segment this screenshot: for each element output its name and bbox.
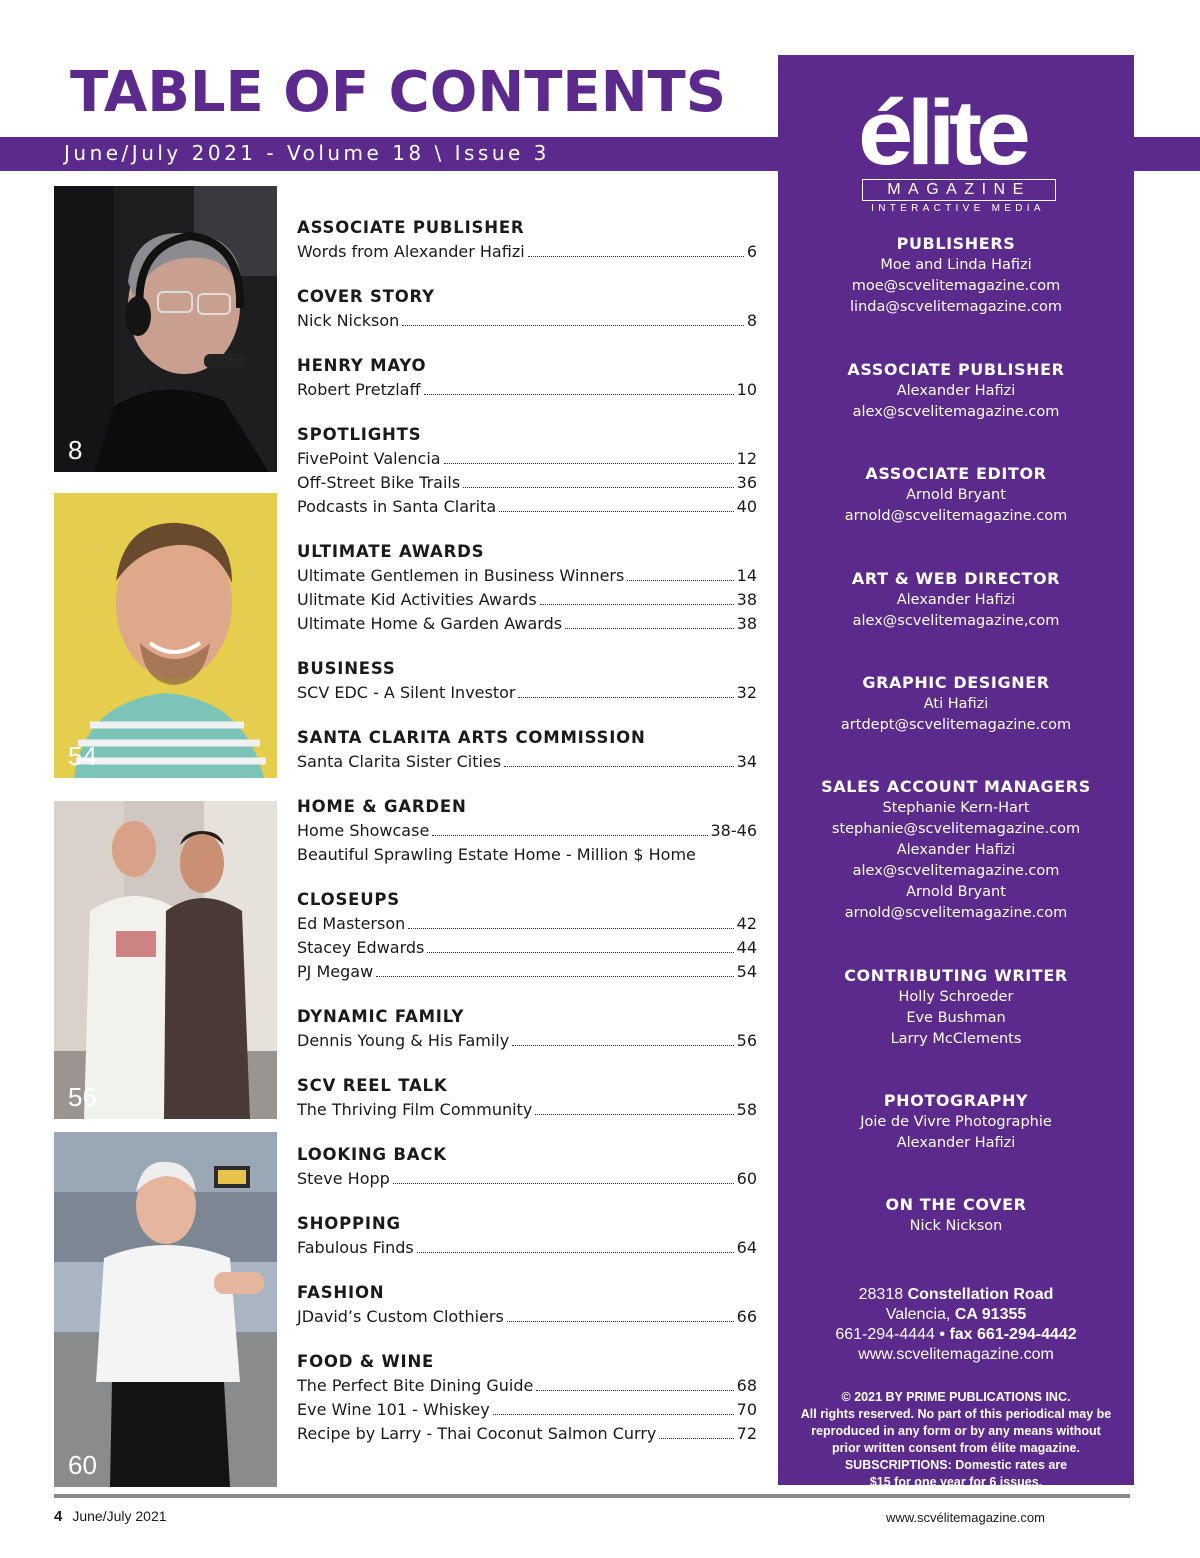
staff-email[interactable]: moe@scvelitemagazine.com	[851, 278, 1061, 294]
portrait-smiling-man-icon	[54, 493, 277, 778]
legal-notice	[778, 1389, 1134, 1491]
photo-page-number: 60	[68, 1450, 97, 1480]
dot-leader	[507, 1321, 734, 1322]
staff-email[interactable]: arnold@scvelitemagazine.com	[844, 508, 1068, 524]
staff-name: Alexander Hafizi	[896, 1135, 1016, 1151]
staff-name: Alexander Hafizi	[896, 842, 1016, 858]
fax: • fax 661-294-4442	[939, 1326, 1077, 1343]
toc-entry-title: Ultimate Home & Garden Awards	[297, 614, 563, 633]
toc-entry[interactable]	[297, 378, 757, 402]
toc-section-heading: HENRY MAYO	[297, 356, 427, 375]
toc-entry-page: 32	[736, 683, 757, 702]
toc-entry[interactable]	[297, 1398, 757, 1422]
toc-entry-title: Beautiful Sprawling Estate Home - Million $ Home	[297, 845, 696, 864]
toc-entry[interactable]	[297, 1098, 757, 1122]
toc-entry[interactable]	[297, 936, 757, 960]
dot-leader	[493, 1414, 734, 1415]
toc-entry[interactable]	[297, 588, 757, 612]
toc-section-heading: FOOD & WINE	[297, 1352, 435, 1371]
toc-section-heading: ASSOCIATE PUBLISHER	[297, 218, 525, 237]
toc-entry-page: 14	[736, 566, 757, 585]
legal-line: © 2021 BY PRIME PUBLICATIONS INC.	[841, 1390, 1071, 1404]
toc-entry-page: 40	[736, 497, 757, 516]
toc-entry-page: 44	[736, 938, 757, 957]
portrait-radio-announcer-icon	[54, 186, 277, 472]
dot-leader	[512, 1045, 733, 1046]
photo-page-number: 54	[68, 741, 97, 771]
footer-issue: June/July 2021	[72, 1508, 167, 1524]
toc-section-heading: CLOSEUPS	[297, 890, 400, 909]
logo-subtitle: INTERACTIVE MEDIA	[871, 203, 1045, 214]
dot-leader	[536, 1390, 733, 1391]
staff-role: ASSOCIATE PUBLISHER	[847, 360, 1065, 379]
staff-block	[778, 463, 1134, 527]
staff-email[interactable]: arnold@scvelitemagazine.com	[844, 905, 1068, 921]
toc-entry-page: 8	[746, 311, 757, 330]
toc-entry[interactable]	[297, 1029, 757, 1053]
toc-section	[297, 726, 757, 774]
toc-entry[interactable]	[297, 564, 757, 588]
toc-entry-title: Fabulous Finds	[297, 1238, 414, 1257]
toc-entry[interactable]	[297, 750, 757, 774]
toc-entry[interactable]	[297, 447, 757, 471]
toc-entry-title: Words from Alexander Hafizi	[297, 242, 525, 261]
toc-section	[297, 1281, 757, 1329]
toc-entry-title: SCV EDC - A Silent Investor	[297, 683, 516, 702]
legal-line: SUBSCRIPTIONS: Domestic rates are	[844, 1458, 1068, 1472]
staff-block	[778, 672, 1134, 736]
toc-entry-page: 54	[736, 962, 757, 981]
toc-entry-page: 58	[736, 1100, 757, 1119]
staff-name: Holly Schroeder	[898, 989, 1014, 1005]
toc-entry-page: 34	[736, 752, 757, 771]
toc-entry[interactable]	[297, 495, 757, 519]
photo-page-number: 8	[68, 435, 83, 465]
toc-section	[297, 216, 757, 264]
toc-entry-page: 60	[736, 1169, 757, 1188]
toc-section	[297, 1005, 757, 1053]
dot-leader	[402, 325, 744, 326]
staff-role: GRAPHIC DESIGNER	[862, 673, 1050, 692]
staff-role: ASSOCIATE EDITOR	[865, 464, 1047, 483]
staff-name: Joie de Vivre Photographie	[860, 1114, 1052, 1130]
toc-section	[297, 423, 757, 519]
toc-entry-page: 42	[736, 914, 757, 933]
logo-magazine: MAGAZINE	[862, 179, 1056, 201]
photo-two-men	[54, 801, 277, 1119]
staff-name: Ati Hafizi	[923, 696, 989, 712]
toc-entry-page: 10	[736, 380, 757, 399]
website: www.scvelitemagazine.com	[858, 1346, 1054, 1363]
staff-block	[778, 1194, 1134, 1237]
logo-word: élite	[858, 82, 1025, 184]
toc-entry[interactable]	[297, 1422, 757, 1446]
dot-leader	[393, 1183, 734, 1184]
dot-leader	[499, 511, 734, 512]
staff-role: ON THE COVER	[885, 1195, 1027, 1214]
toc-entry[interactable]	[297, 471, 757, 495]
legal-line: prior written consent from élite magazine.	[832, 1441, 1080, 1455]
toc-entry[interactable]	[297, 1374, 757, 1398]
legal-line: All rights reserved. No part of this periodical may be	[800, 1407, 1112, 1421]
staff-block	[778, 965, 1134, 1050]
city: Valencia,	[885, 1306, 951, 1323]
toc-entry-page: 64	[736, 1238, 757, 1257]
toc-section-heading: DYNAMIC FAMILY	[297, 1007, 465, 1026]
staff-email[interactable]: artdept@scvelitemagazine.com	[840, 717, 1072, 733]
toc-entry-title: Podcasts in Santa Clarita	[297, 497, 497, 516]
staff-role: PUBLISHERS	[896, 234, 1016, 253]
legal-line: $15 for one year for 6 issues.	[869, 1475, 1043, 1489]
toc-entry-title: PJ Megaw	[297, 962, 374, 981]
street: Constellation Road	[907, 1286, 1054, 1303]
staff-name: Alexander Hafizi	[896, 592, 1016, 608]
elite-magazine-logo	[778, 75, 1134, 220]
toc-entry-page: 68	[736, 1376, 757, 1395]
footer-rule	[54, 1494, 1130, 1498]
toc-section-heading: LOOKING BACK	[297, 1145, 447, 1164]
toc-entry[interactable]	[297, 612, 757, 636]
toc-entry-title: Recipe by Larry - Thai Coconut Salmon Curry	[297, 1424, 657, 1443]
toc-entry-title: Steve Hopp	[297, 1169, 390, 1188]
staff-name: Arnold Bryant	[906, 884, 1006, 900]
toc-section	[297, 1143, 757, 1191]
toc-entry-page: 38-46	[710, 821, 757, 840]
toc-entry-title: Robert Pretzlaff	[297, 380, 421, 399]
toc-section	[297, 657, 757, 705]
toc-entry-title: FivePoint Valencia	[297, 449, 441, 468]
staff-name: Alexander Hafizi	[896, 383, 1016, 399]
dot-leader	[417, 1252, 734, 1253]
toc-entry-page: 66	[736, 1307, 757, 1326]
toc-list	[297, 216, 757, 1467]
staff-name: Eve Bushman	[906, 1010, 1006, 1026]
dot-leader	[432, 835, 707, 836]
toc-entry-title: Ulitmate Kid Activities Awards	[297, 590, 537, 609]
toc-section	[297, 1350, 757, 1446]
toc-entry-page: 56	[736, 1031, 757, 1050]
page-number: 4	[54, 1508, 63, 1525]
staff-block	[778, 233, 1134, 318]
toc-entry[interactable]	[297, 912, 757, 936]
staff-email[interactable]: alex@scvelitemagazine.com	[852, 404, 1060, 420]
staff-block	[778, 776, 1134, 924]
toc-entry-title: Home Showcase	[297, 821, 430, 840]
toc-entry[interactable]	[297, 960, 757, 984]
toc-entry[interactable]	[297, 819, 757, 843]
staff-name: Arnold Bryant	[906, 487, 1006, 503]
dot-leader	[463, 487, 733, 488]
toc-entry-title: Ultimate Gentlemen in Business Winners	[297, 566, 625, 585]
photo-radio-announcer	[54, 186, 277, 472]
toc-entry[interactable]	[297, 240, 757, 264]
toc-entry-page: 72	[736, 1424, 757, 1443]
dot-leader	[427, 952, 733, 953]
phone: 661-294-4444	[835, 1326, 935, 1343]
address-block	[778, 1285, 1134, 1365]
dot-leader	[659, 1438, 733, 1439]
dot-leader	[444, 463, 734, 464]
footer-left	[54, 1508, 167, 1525]
toc-entry-title: JDavid’s Custom Clothiers	[297, 1307, 504, 1326]
legal-line: reproduced in any form or by any means without	[811, 1424, 1101, 1438]
toc-entry-page: 6	[746, 242, 757, 261]
toc-section-heading: SHOPPING	[297, 1214, 401, 1233]
toc-section	[297, 354, 757, 402]
staff-block	[778, 568, 1134, 632]
footer-url: www.scvélitemagazine.com	[886, 1510, 1045, 1525]
staff-email[interactable]: alex@scvelitemagazine,com	[852, 613, 1060, 629]
toc-entry-page: 38	[736, 590, 757, 609]
toc-entry-title: Nick Nickson	[297, 311, 400, 330]
staff-block	[778, 1090, 1134, 1154]
toc-section	[297, 1074, 757, 1122]
toc-section	[297, 888, 757, 984]
toc-entry-page: 36	[736, 473, 757, 492]
staff-role: ART & WEB DIRECTOR	[851, 569, 1061, 588]
toc-section	[297, 540, 757, 636]
dot-leader	[565, 628, 734, 629]
toc-entry-page: 70	[736, 1400, 757, 1419]
toc-section-heading: SCV REEL TALK	[297, 1076, 448, 1095]
toc-section	[297, 1212, 757, 1260]
staff-email[interactable]: alex@scvelitemagazine.com	[852, 863, 1060, 879]
dot-leader	[627, 580, 733, 581]
staff-name: Nick Nickson	[909, 1218, 1003, 1234]
toc-entry-title: Ed Masterson	[297, 914, 406, 933]
dot-leader	[424, 394, 734, 395]
portrait-two-men-icon	[54, 801, 277, 1119]
dot-leader	[376, 976, 733, 977]
toc-entry[interactable]	[297, 1167, 757, 1191]
toc-section	[297, 285, 757, 333]
toc-entry-title: Off-Street Bike Trails	[297, 473, 461, 492]
masthead-panel	[778, 55, 1134, 1489]
toc-entry-title: The Thriving Film Community	[297, 1100, 533, 1119]
toc-entry-title: The Perfect Bite Dining Guide	[297, 1376, 534, 1395]
state-zip: CA 91355	[954, 1306, 1027, 1323]
photo-smiling-man	[54, 493, 277, 778]
staff-role: SALES ACCOUNT MANAGERS	[821, 777, 1091, 796]
staff-role: CONTRIBUTING WRITER	[844, 966, 1068, 985]
dot-leader	[504, 766, 734, 767]
toc-section-heading: SANTA CLARITA ARTS COMMISSION	[297, 728, 646, 747]
dot-leader	[408, 928, 733, 929]
staff-block	[778, 359, 1134, 423]
toc-section-heading: FASHION	[297, 1283, 385, 1302]
toc-entry-title: Stacey Edwards	[297, 938, 425, 957]
toc-entry-title: Eve Wine 101 - Whiskey	[297, 1400, 490, 1419]
issue-line: June/July 2021 - Volume 18 \ Issue 3	[64, 141, 550, 165]
staff-name: Larry McClements	[890, 1031, 1022, 1047]
dot-leader	[528, 256, 744, 257]
toc-entry-title: Santa Clarita Sister Cities	[297, 752, 502, 771]
staff-email[interactable]: linda@scvelitemagazine.com	[850, 299, 1062, 315]
street-number: 28318	[858, 1286, 904, 1303]
dot-leader	[518, 697, 733, 698]
photo-page-number: 56	[68, 1082, 97, 1112]
staff-role: PHOTOGRAPHY	[883, 1091, 1029, 1110]
toc-section-heading: BUSINESS	[297, 659, 396, 678]
toc-section-heading: HOME & GARDEN	[297, 797, 467, 816]
toc-entry-title: Dennis Young & His Family	[297, 1031, 510, 1050]
page-title: TABLE OF CONTENTS	[70, 60, 727, 125]
toc-entry-page: 38	[736, 614, 757, 633]
toc-entry[interactable]	[297, 309, 757, 333]
toc-entry-page: 12	[736, 449, 757, 468]
staff-email[interactable]: stephanie@scvelitemagazine.com	[831, 821, 1081, 837]
toc-section-heading: ULTIMATE AWARDS	[297, 542, 485, 561]
dot-leader	[540, 604, 734, 605]
staff-name: Stephanie Kern-Hart	[882, 800, 1030, 816]
toc-entry[interactable]	[297, 1236, 757, 1260]
toc-entry[interactable]	[297, 1305, 757, 1329]
portrait-pilot-icon	[54, 1132, 277, 1487]
staff-name: Moe and Linda Hafizi	[880, 257, 1032, 273]
toc-section	[297, 795, 757, 867]
dot-leader	[535, 1114, 733, 1115]
toc-entry[interactable]	[297, 843, 757, 867]
toc-section-heading: COVER STORY	[297, 287, 435, 306]
toc-section-heading: SPOTLIGHTS	[297, 425, 422, 444]
toc-entry[interactable]	[297, 681, 757, 705]
photo-pilot	[54, 1132, 277, 1487]
